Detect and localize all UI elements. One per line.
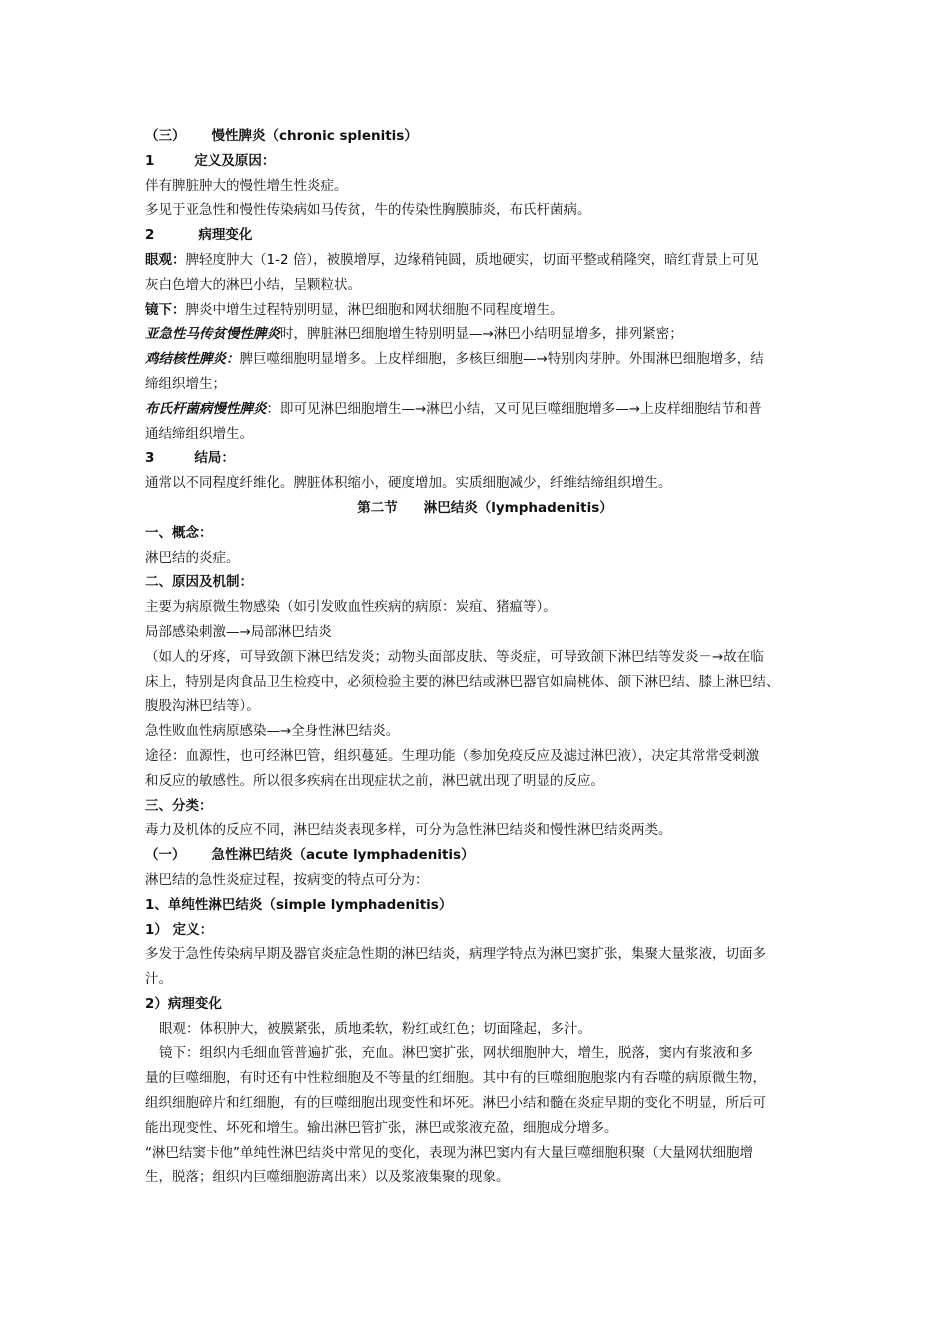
- paragraph: 多见于亚急性和慢性传染病如马传贫，牛的传染性胸膜肺炎，布氏杆菌病。: [145, 202, 591, 219]
- subheading-number: 2: [145, 227, 155, 244]
- heading-causes: 二、原因及机制：: [145, 574, 253, 591]
- section-heading-chronic-splenitis: [145, 124, 825, 149]
- paragraph-sinus-catarrh: “淋巴结窦卡他”单纯性淋巴结炎中常见的变化，表现为淋巴窦内有大量巨噬细胞积聚（大量网状细胞增: [145, 1144, 753, 1161]
- text: 脾巨噬细胞明显增多。上皮样细胞，多核巨细胞—→特别肉芽肿。外围淋巴细胞增多，结: [239, 351, 764, 368]
- label-microscopic: 镜下：: [145, 301, 186, 318]
- subheading-number: 1: [145, 152, 155, 169]
- section-number: 第二节: [357, 499, 398, 516]
- paragraph: 途径：血源性，也可经淋巴管，组织蔓延。生理功能（参加免疫反应及滤过淋巴液），决定其常常受刺激: [145, 747, 760, 764]
- paragraph-continuation: 生，脱落；组织内巨噬细胞游离出来）以及浆液集聚的现象。: [145, 1169, 510, 1186]
- paragraph-continuation: 组织细胞碎片和红细胞，有的巨噬细胞出现变性和坏死。淋巴小结和髓在炎症早期的变化不明显，所后可: [145, 1095, 766, 1112]
- paragraph: 伴有脾脏肿大的慢性增生性炎症。: [145, 177, 348, 194]
- label-eia: 亚急性马传贫慢性脾炎: [145, 326, 280, 343]
- paragraph: 急性败血性病原感染—→全身性淋巴结炎。: [145, 723, 400, 740]
- subheading-definition: [145, 149, 825, 174]
- subheading-pathology: [145, 223, 825, 248]
- paragraph-continuation: 灰白色增大的淋巴小结，呈颗粒状。: [145, 276, 361, 293]
- section-title-lymphadenitis: [145, 496, 825, 521]
- heading-definition: 1） 定义：: [145, 921, 214, 938]
- text: 脾轻度肿大（1-2 倍），被膜增厚，边缘稍钝圆，质地硬实，切面平整或稍隆突，暗红背景上可见: [185, 251, 759, 268]
- paragraph-continuation: 能出现变性、坏死和增生。输出淋巴管扩张，淋巴或浆液充盈，细胞成分增多。: [145, 1119, 618, 1136]
- subheading-title: 结局：: [194, 450, 235, 467]
- paragraph-brucellosis-splenitis: [145, 397, 825, 422]
- heading-concept: 一、概念：: [145, 524, 213, 541]
- heading-simple-lymphadenitis: 1、单纯性淋巴结炎（simple lymphadenitis）: [145, 896, 453, 913]
- subheading-outcome: [145, 446, 825, 471]
- heading-title: 急性淋巴结炎（acute lymphadenitis）: [211, 847, 475, 864]
- paragraph-eia-splenitis: [145, 322, 825, 347]
- heading-number: （三）: [145, 128, 186, 144]
- text: ：即可见淋巴细胞增生—→淋巴小结，又可见巨噬细胞增多—→上皮样细胞结节和普: [266, 400, 762, 417]
- paragraph: 毒力及机体的反应不同，淋巴结炎表现多样，可分为急性淋巴结炎和慢性淋巴结炎两类。: [145, 822, 672, 839]
- paragraph-continuation: 腹股沟淋巴结等）。: [145, 698, 260, 715]
- paragraph-microscopic: 镜下：组织内毛细血管普遍扩张，充血。淋巴窦扩张，网状细胞肿大，增生，脱落，窦内有浆液和多: [159, 1045, 753, 1062]
- label-gross: 眼观：: [145, 251, 186, 268]
- paragraph: （如人的牙疼，可导致颌下淋巴结发炎；动物头面部皮肤、等炎症，可导致颌下淋巴结等发炎－→故在临: [145, 648, 764, 665]
- paragraph: 多发于急性传染病早期及器官炎症急性期的淋巴结炎，病理学特点为淋巴窦扩张，集聚大量浆液，切面多: [145, 946, 766, 963]
- paragraph-microscopic: [145, 298, 825, 323]
- section-title: 淋巴结炎（lymphadenitis）: [423, 499, 613, 516]
- label-avian-tb: 鸡结核性脾炎：: [145, 351, 240, 368]
- subheading-number: 3: [145, 450, 155, 467]
- paragraph: 主要为病原微生物感染（如引发败血性疾病的病原：炭疽、猪瘟等）。: [145, 599, 557, 616]
- text: 时，脾脏淋巴细胞增生特别明显—→淋巴小结明显增多，排列紧密；: [280, 326, 683, 343]
- paragraph-continuation: 量的巨噬细胞，有时还有中性粒细胞及不等量的红细胞。其中有的巨噬细胞胞浆内有吞噬的病原微生物，: [145, 1070, 766, 1087]
- document-page: [145, 124, 825, 1190]
- subheading-title: 定义及原因：: [194, 152, 276, 169]
- paragraph-avian-tb-splenitis: [145, 347, 825, 372]
- paragraph-continuation: 和反应的敏感性。所以很多疾病在出现症状之前，淋巴就出现了明显的反应。: [145, 772, 604, 789]
- paragraph-continuation: 床上，特别是肉食品卫生检疫中，必须检验主要的淋巴结或淋巴器官如扁桃体、颌下淋巴结、膝上淋巴结、: [145, 673, 780, 690]
- paragraph-gross: 眼观：体积肿大，被膜紧张，质地柔软，粉红或红色；切面隆起，多汁。: [159, 1020, 591, 1037]
- subheading-title: 病理变化: [198, 227, 253, 244]
- paragraph-continuation: 通结缔组织增生。: [145, 425, 253, 442]
- paragraph: 局部感染刺激—→局部淋巴结炎: [145, 623, 332, 640]
- heading-number: （一）: [145, 847, 186, 864]
- label-brucellosis: 布氏杆菌病慢性脾炎: [145, 400, 267, 417]
- paragraph-gross: [145, 248, 825, 273]
- heading-acute-lymphadenitis: [145, 843, 825, 868]
- paragraph: 淋巴结的急性炎症过程，按病变的特点可分为：: [145, 871, 429, 888]
- heading-classification: 三、分类：: [145, 797, 213, 814]
- text: 脾炎中增生过程特别明显，淋巴细胞和网状细胞不同程度增生。: [185, 301, 564, 318]
- paragraph: 淋巴结的炎症。: [145, 549, 240, 566]
- heading-pathology: 2）病理变化: [145, 995, 222, 1012]
- paragraph-continuation: 汁。: [145, 971, 172, 988]
- heading-title: 慢性脾炎（chronic splenitis）: [211, 128, 418, 144]
- paragraph-continuation: 缔组织增生；: [145, 375, 226, 392]
- paragraph: 通常以不同程度纤维化。脾脏体积缩小，硬度增加。实质细胞减少，纤维结缔组织增生。: [145, 475, 672, 492]
